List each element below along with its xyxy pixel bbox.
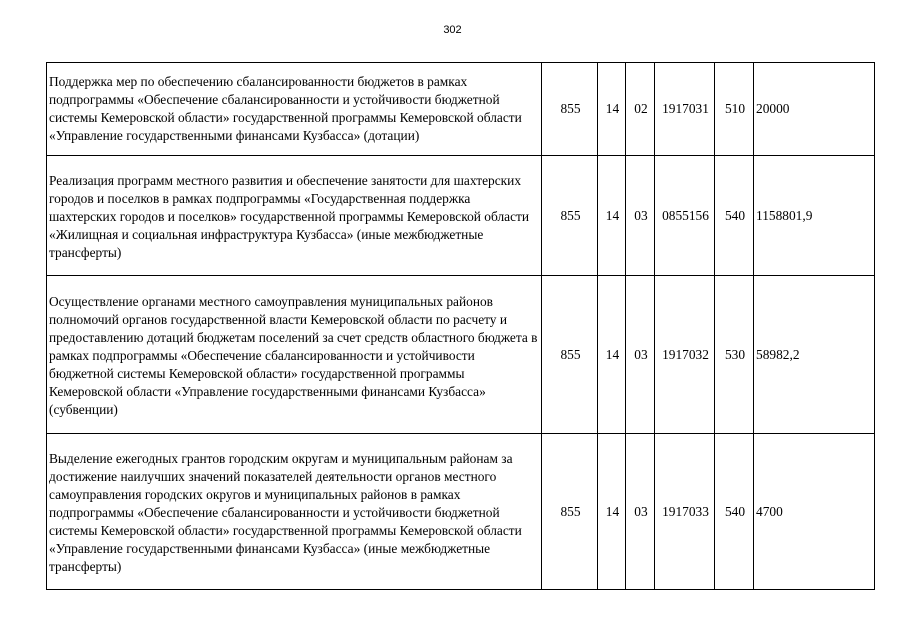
table-row: [47, 434, 875, 590]
ministry-code: 855: [542, 434, 598, 590]
row-description: Выделение ежегодных грантов городским округам и муниципальным районам за достижение наилучших значений показателей деятельности органов местного самоуправления городских округов и муниципальных районов в рамках подпрограммы «Обеспечение сбалансированности и устойчивости бюджетной системы Кемеровской области» государственной программы Кемеровской области «Управление государственными финансами Кузбасса» (иные межбюджетные трансферты): [47, 434, 542, 590]
expense-type-code: 540: [715, 434, 754, 590]
budget-table: [46, 62, 875, 590]
section-code: 14: [598, 276, 626, 434]
table-row: [47, 276, 875, 434]
row-description: Реализация программ местного развития и обеспечение занятости для шахтерских городов и поселков в рамках подпрограммы «Государственная поддержка шахтерских городов и поселков» государственной программы Кемеровской области «Жилищная и социальная инфраструктура Кузбасса» (иные межбюджетные трансферты): [47, 156, 542, 276]
ministry-code: 855: [542, 156, 598, 276]
subsection-code: 02: [626, 63, 655, 156]
amount: 20000: [754, 63, 875, 156]
subsection-code: 03: [626, 434, 655, 590]
subsection-code: 03: [626, 276, 655, 434]
amount: 58982,2: [754, 276, 875, 434]
target-article-code: 0855156: [655, 156, 715, 276]
row-description: Осуществление органами местного самоуправления муниципальных районов полномочий органов государственной власти Кемеровской области по расчету и предоставлению дотаций бюджетам поселений за счет средств областного бюджета в рамках подпрограммы «Обеспечение сбалансированности и устойчивости бюджетной системы Кемеровской области» государственной программы Кемеровской области «Управление государственными финансами Кузбасса» (субвенции): [47, 276, 542, 434]
section-code: 14: [598, 156, 626, 276]
table-row: [47, 63, 875, 156]
ministry-code: 855: [542, 63, 598, 156]
target-article-code: 1917032: [655, 276, 715, 434]
table-row: [47, 156, 875, 276]
ministry-code: 855: [542, 276, 598, 434]
section-code: 14: [598, 63, 626, 156]
expense-type-code: 540: [715, 156, 754, 276]
target-article-code: 1917031: [655, 63, 715, 156]
target-article-code: 1917033: [655, 434, 715, 590]
amount: 1158801,9: [754, 156, 875, 276]
row-description: Поддержка мер по обеспечению сбалансированности бюджетов в рамках подпрограммы «Обеспечение сбалансированности и устойчивости бюджетной системы Кемеровской области» государственной программы Кемеровской области «Управление государственными финансами Кузбасса» (дотации): [47, 63, 542, 156]
expense-type-code: 510: [715, 63, 754, 156]
expense-type-code: 530: [715, 276, 754, 434]
section-code: 14: [598, 434, 626, 590]
subsection-code: 03: [626, 156, 655, 276]
amount: 4700: [754, 434, 875, 590]
page-number: 302: [443, 24, 462, 36]
